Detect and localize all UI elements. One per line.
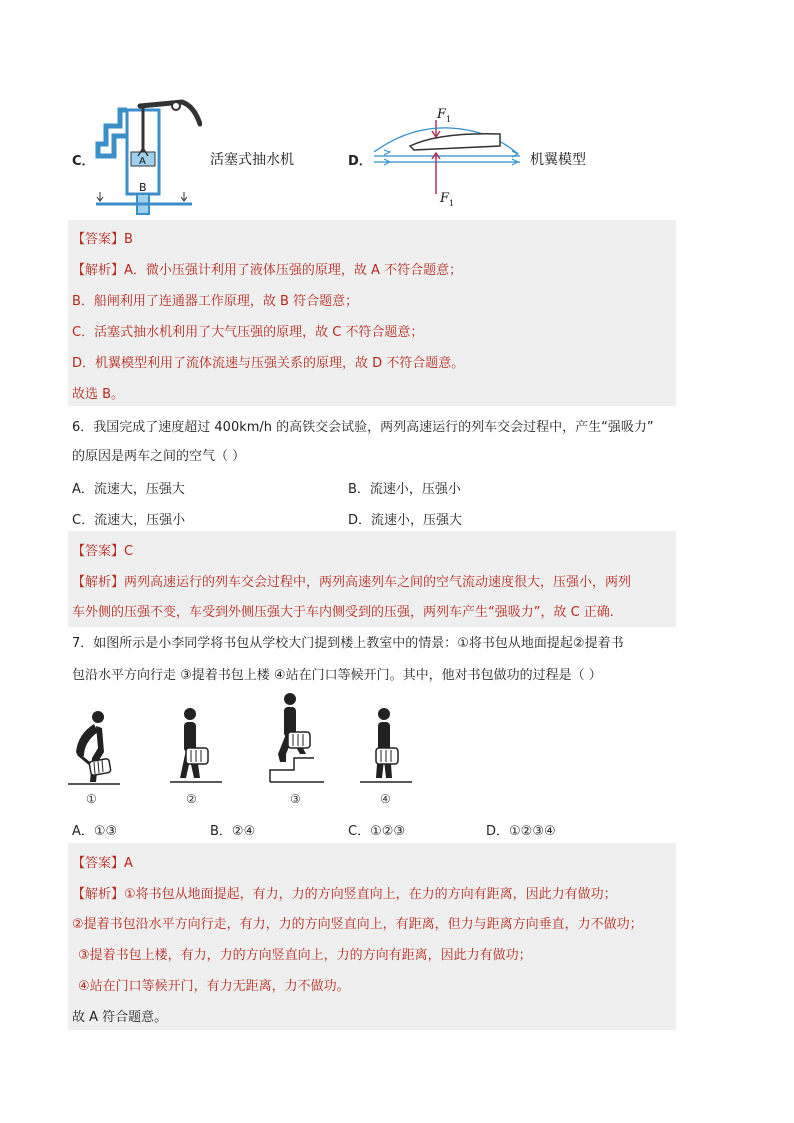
q7-analysis-line-4: ④站在门口等候开门，有力无距离，力不做功。: [78, 979, 350, 994]
q5-analysis-line-4: D．机翼模型利用了流体流速与压强关系的原理，故 D 不符合题意。: [72, 356, 465, 371]
q5-conclusion: 故选 B。: [72, 387, 125, 402]
analysis-tag: 【解析】: [72, 263, 125, 278]
q6-option-a: A．流速大，压强大: [72, 482, 185, 497]
answer-value: C: [124, 544, 134, 559]
q6-answer-line: [72, 540, 133, 559]
q6-analysis-line-2: 车外侧的压强不变，车受到外侧压强大于车内侧受到的压强，两列车产生“强吸力”，故 C 正确.: [72, 605, 614, 620]
q7-analysis-line-3: ③提着书包上楼，有力，力的方向竖直向上，力的方向有距离，因此力有做功；: [78, 948, 532, 963]
figure-label-4: ④: [380, 792, 391, 806]
q7-option-b: B．②④: [210, 824, 256, 839]
option-d-letter: D．: [348, 154, 372, 169]
option-d-caption: 机翼模型: [530, 152, 586, 168]
figure-stand-wait-icon: [358, 704, 414, 788]
q7-stem-line-2: 包沿水平方向行走 ③提着书包上楼 ④站在门口等候开门。其中，他对书包做功的过程是（ ）: [72, 668, 602, 683]
analysis-tag: 【解析】: [72, 575, 125, 590]
analysis-text: A．微小压强计利用了液体压强的原理，故 A 不符合题意；: [124, 263, 463, 278]
analysis-text: 两列高速运行的列车交会过程中，两列高速列车之间的空气流动速度很大，压强小，两列: [124, 575, 632, 590]
q5-analysis-line-2: B．船闸利用了连通器工作原理，故 B 符合题意；: [72, 294, 359, 309]
answer-value: B: [124, 232, 133, 247]
answer-tag: 【答案】: [72, 232, 125, 247]
q6-option-b: B．流速小，压强小: [348, 482, 461, 497]
option-c-letter: C．: [72, 154, 95, 169]
q7-analysis-line-2: ②提着书包沿水平方向行走，有力，力的方向竖直向上，有距离，但力与距离方向垂直，力不做功；: [72, 917, 643, 932]
analysis-text: ①将书包从地面提起，有力，力的方向竖直向上，在力的方向有距离，因此力有做功；: [124, 887, 617, 902]
q5-analysis-line-3: C．活塞式抽水机利用了大气压强的原理，故 C 不符合题意；: [72, 325, 424, 340]
q7-analysis-line-1: [72, 883, 617, 902]
answer-tag: 【答案】: [72, 544, 125, 559]
q5-answer-line: [72, 228, 133, 247]
q7-stem-line-1: 7．如图所示是小李同学将书包从学校大门提到楼上教室中的情景：①将书包从地面提起②提着书: [72, 636, 624, 651]
figure-walk-bag-icon: [168, 704, 224, 788]
figure-label-1: ①: [86, 792, 97, 806]
option-c-caption: 活塞式抽水机: [210, 152, 294, 168]
q7-answer-block: [68, 843, 676, 1030]
valve-label-b: B: [139, 181, 147, 194]
q5-answer-block: [68, 220, 676, 406]
figure-label-3: ③: [290, 792, 301, 806]
q6-option-c: C．流速大，压强小: [72, 513, 186, 528]
force-bottom-label: F: [440, 191, 450, 206]
q5-analysis-line-1: [72, 259, 462, 278]
q6-analysis-line-1: [72, 571, 631, 590]
answer-tag: 【答案】: [72, 856, 125, 871]
q7-option-a: A．①③: [72, 824, 118, 839]
figure-lift-bag-icon: [66, 708, 122, 788]
force-bottom-subscript: 1: [449, 199, 455, 208]
piston-pump-figure: [92, 96, 202, 216]
q7-option-d: D．①②③④: [486, 824, 556, 839]
analysis-tag: 【解析】: [72, 887, 125, 902]
force-top-label: F: [437, 107, 447, 122]
q6-stem-line-2: 的原因是两车之间的空气（ ）: [72, 449, 246, 464]
figure-label-2: ②: [186, 792, 197, 806]
q6-option-d: D．流速小，压强大: [348, 513, 463, 528]
figure-climb-stairs-icon: [264, 690, 328, 788]
piston-label-a: A: [139, 156, 146, 167]
q6-stem-line-1: 6．我国完成了速度超过 400km/h 的高铁交会试验，两列高速运行的列车交会过程中，产生“强吸力”: [72, 420, 654, 435]
answer-value: A: [124, 856, 133, 871]
q6-answer-block: [68, 531, 676, 627]
wing-model-figure: [370, 104, 530, 212]
q7-conclusion: 故 A 符合题意。: [72, 1010, 168, 1025]
q7-answer-line: [72, 852, 133, 871]
force-top-subscript: 1: [446, 115, 452, 124]
q7-option-c: C．①②③: [348, 824, 406, 839]
